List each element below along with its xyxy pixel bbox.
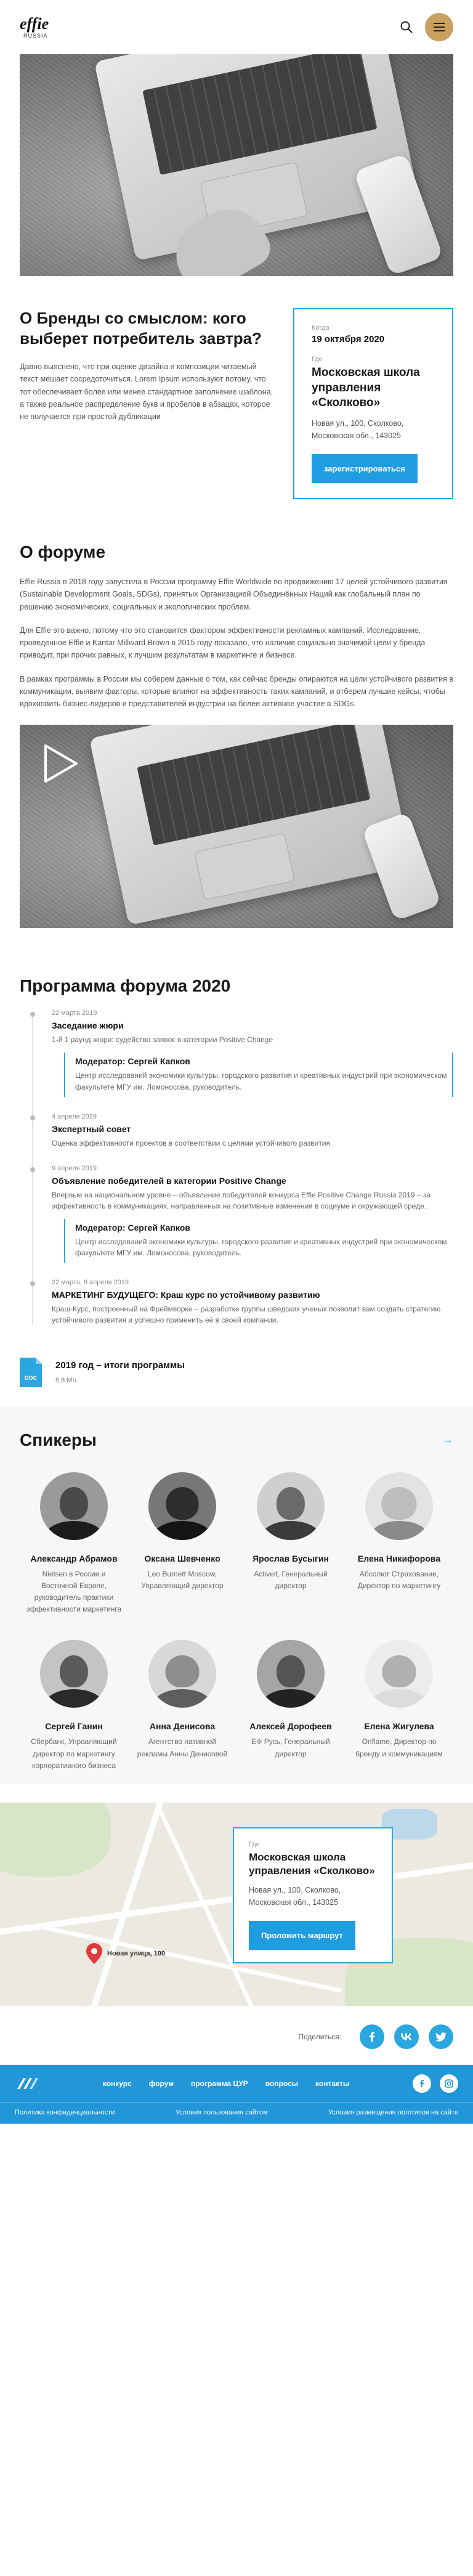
when-label: Когда xyxy=(312,324,329,332)
map-venue: Московская школа управления «Сколково» xyxy=(249,1851,375,1877)
speaker-name: Оксана Шевченко xyxy=(144,1553,220,1563)
logo-terms-link[interactable]: Условия размещения логотипов на сайте xyxy=(328,2109,458,2116)
facebook-icon[interactable] xyxy=(360,2024,384,2049)
speaker-role: Activeit, Генеральный директор xyxy=(254,1569,328,1590)
speaker-card[interactable] xyxy=(236,1640,345,1772)
avatar xyxy=(365,1472,433,1540)
about-paragraph-1: Effie Russia в 2018 году запустила в России программу Effie Worldwide по продвижению 17 целей устойчивого развития (Sustainable Development Goals, SDGs), принятых Организацией Объединённых Наций как глобальный план по решению экономических, социальных и экологических проблем. xyxy=(20,577,448,611)
program-item xyxy=(52,1165,453,1263)
speaker-role: Абсолют Страхование, Директор по маркетингу xyxy=(357,1569,441,1590)
doc-type-label: DOC xyxy=(25,1374,37,1381)
program-item xyxy=(52,1113,453,1149)
speaker-name: Елена Жигулева xyxy=(364,1721,434,1732)
register-button[interactable]: зарегистрироваться xyxy=(312,454,418,483)
footer-socials xyxy=(413,2074,458,2093)
speaker-name: Алексей Дорофеев xyxy=(249,1721,332,1732)
moderator-name: Модератор: Сергей Капков xyxy=(75,1222,190,1233)
speaker-card[interactable] xyxy=(345,1472,453,1616)
footer-nav-questions[interactable]: вопросы xyxy=(265,2079,299,2088)
footer-facebook-icon[interactable] xyxy=(413,2074,431,2093)
intro-title: О Бренды со смыслом: кого выберет потребитель завтра? xyxy=(20,309,262,348)
footer-nav-contacts[interactable]: контакты xyxy=(315,2079,350,2088)
search-icon[interactable] xyxy=(399,20,414,35)
moderator-block xyxy=(64,1219,453,1263)
map-pin[interactable] xyxy=(86,1943,165,1964)
speaker-card[interactable] xyxy=(20,1640,128,1772)
intro-section xyxy=(0,276,473,499)
speakers-title: Спикеры xyxy=(20,1430,97,1449)
moderator-desc: Центр исследований экономики культуры, городского развития и креативных индустрий при экономическом факультете МГУ им. Ломоносова, руководитель. xyxy=(75,1237,447,1258)
location-pin-icon xyxy=(86,1943,102,1964)
map-address: Новая ул., 100, Сколково, Московская обл., 143025 xyxy=(249,1886,341,1907)
program-title: Программа форума 2020 xyxy=(20,976,231,996)
program-item-desc: Краш-Курс, построенный на Фреймворке – разработке группы шведских ученых позволит вам создать стратегию устойчивого развития и успешно применить её в своей компании. xyxy=(52,1304,441,1324)
share-label: Поделиться: xyxy=(298,2032,341,2041)
about-title: О форуме xyxy=(20,542,106,562)
document-icon xyxy=(20,1358,42,1387)
program-item-date: 4 апреля 2019 xyxy=(52,1112,97,1120)
program-item-date: 9 апреля 2019 xyxy=(52,1164,97,1172)
effie-logo[interactable] xyxy=(20,16,49,39)
program-item xyxy=(52,1009,453,1096)
moderator-block xyxy=(64,1053,453,1096)
avatar xyxy=(148,1472,216,1540)
avatar xyxy=(365,1640,433,1708)
speaker-card[interactable] xyxy=(128,1472,236,1616)
about-paragraph-2: Для Effie это важно, потому что это становится фактором эффективности рекламных кампаний. Исследование, проведенное Effie и Kantar Millward Brown в 2015 году показало, что наличие социально значимой цели у бренда приводит, при прочих равных, к лучшим результатам в маркетинге и бизнесе. xyxy=(20,626,426,660)
location-map[interactable] xyxy=(0,1803,473,2006)
moderator-desc: Центр исследований экономики культуры, городского развития и креативных индустрий при экономическом факультете МГУ им. Ломоносова, руководитель. xyxy=(75,1071,447,1091)
timeline-dot xyxy=(30,1167,35,1172)
footer-links xyxy=(0,2102,473,2124)
avatar xyxy=(257,1472,325,1540)
about-paragraph-3: В рамках программы в России мы соберем данные о том, как сейчас бренды опираются на цели устойчивого развития в коммуникации, выявим факторы, которые влияют на эффективность таких кампаний, и отберем лучшие кейсы, чтобы вдохновить бизнес-лидеров и представителей индустрии на более активное участие в SDGs. xyxy=(20,674,453,709)
map-pin-label: Новая улица, 100 xyxy=(107,1950,166,1957)
program-item-desc: Оценка эффективности проектов в соответствии с целями устойчивого развития xyxy=(52,1138,331,1147)
arrow-right-icon[interactable]: → xyxy=(442,1433,453,1446)
route-button[interactable]: Проложить маршрут xyxy=(249,1921,355,1950)
program-item-desc: 1-й 1 раунд жюри: судейство заявок в категории Positive Change xyxy=(52,1035,273,1045)
speaker-card[interactable] xyxy=(236,1472,345,1616)
avatar xyxy=(257,1640,325,1708)
terms-of-use-link[interactable]: Условия пользования сайтом xyxy=(175,2109,268,2116)
footer-nav-contest[interactable]: конкурс xyxy=(102,2079,132,2088)
program-item-title[interactable]: Заседание жюри xyxy=(52,1021,124,1031)
program-item-desc: Впервые на национальном уровне – объявление победителей конкурса Effie Positive Change Russia 2019 – за эффективность в коммуникациях, направленных на позитивные изменения в социуме и окружающей среде. xyxy=(52,1190,431,1210)
speaker-name: Сергей Ганин xyxy=(45,1721,103,1732)
program-section xyxy=(0,928,473,1325)
speaker-name: Александр Абрамов xyxy=(30,1553,118,1563)
avatar xyxy=(148,1640,216,1708)
play-icon[interactable] xyxy=(38,742,81,785)
speaker-card[interactable] xyxy=(128,1640,236,1772)
footer-nav-forum[interactable]: форум xyxy=(148,2079,174,2088)
event-date: 19 октября 2020 xyxy=(312,334,385,344)
speakers-section xyxy=(0,1406,473,1784)
where-label: Где xyxy=(312,356,323,363)
timeline-dot xyxy=(30,1012,35,1017)
program-download[interactable] xyxy=(0,1342,473,1387)
logo-wordmark: effie xyxy=(20,14,49,33)
logo-subtitle: RUSSIA xyxy=(23,32,48,39)
speaker-name: Ярослав Бусыгин xyxy=(253,1553,329,1563)
speaker-card[interactable] xyxy=(345,1640,453,1772)
speaker-role: Oriflame, Директор по бренду и коммуникациям xyxy=(355,1737,443,1758)
speaker-card[interactable] xyxy=(20,1472,128,1616)
program-item xyxy=(52,1279,453,1326)
moderator-name: Модератор: Сергей Капков xyxy=(75,1056,190,1067)
download-title[interactable]: 2019 год – итоги программы xyxy=(55,1360,185,1371)
speaker-role: Сбербанк, Управляющий директор по маркетингу корпоративного бизнеса xyxy=(31,1737,117,1770)
footer-nav-sdg-program[interactable]: программа ЦУР xyxy=(191,2079,248,2088)
vk-icon[interactable] xyxy=(394,2024,419,2049)
speaker-name: Анна Денисова xyxy=(149,1721,216,1732)
footer-nav xyxy=(103,2079,349,2088)
speaker-role: Nielsen в России и Восточной Европе, руководитель практики эффективности маркетинга xyxy=(26,1569,122,1614)
avatar xyxy=(40,1472,108,1540)
privacy-policy-link[interactable]: Политика конфиденциальности xyxy=(15,2109,115,2116)
program-item-date: 22 марта 2019 xyxy=(52,1009,97,1017)
footer-logo-icon[interactable] xyxy=(15,2076,39,2092)
about-section xyxy=(0,499,473,710)
map-where-label: Где xyxy=(249,1841,260,1848)
avatar xyxy=(40,1640,108,1708)
speaker-role: Агентство нативной рекламы Анны Денисовой xyxy=(137,1737,228,1758)
site-footer xyxy=(0,2065,473,2124)
video-player[interactable] xyxy=(20,725,453,928)
program-item-title[interactable]: Экспертный совет xyxy=(52,1123,131,1134)
hero-image xyxy=(20,54,453,276)
hamburger-icon xyxy=(434,23,445,31)
event-card xyxy=(293,308,453,499)
speaker-role: Leo Burnett Moscow, Управляющий директор xyxy=(141,1569,224,1590)
header-actions xyxy=(399,13,453,41)
program-item-date: 22 марта, 8 апреля 2019 xyxy=(52,1278,129,1286)
event-venue: Московская школа управления «Сколково» xyxy=(312,366,420,410)
map-info-card xyxy=(233,1827,393,1963)
event-address: Новая ул., 100, Сколково, Московская обл., 143025 xyxy=(312,419,404,441)
program-item-title[interactable]: МАРКЕТИНГ БУДУЩЕГО: Краш курс по устойчивому развитию xyxy=(52,1289,320,1300)
twitter-icon[interactable] xyxy=(429,2024,453,2049)
speaker-name: Елена Никифорова xyxy=(357,1553,441,1563)
download-size: 8,6 Mb xyxy=(55,1377,76,1385)
program-item-title[interactable]: Объявление победителей в категории Positive Change xyxy=(52,1175,286,1186)
menu-button[interactable] xyxy=(425,13,453,41)
share-bar xyxy=(0,2006,473,2065)
speaker-role: ЕФ Русь, Генеральный директор xyxy=(251,1737,330,1758)
intro-text: Давно выяснено, что при оценке дизайна и композиции читаемый текст мешает сосредоточиться. Lorem Ipsum используют потому, что тот обеспечивает более или менее стандартное заполнение шаблона, а также реальное распределение букв и пробелов в абзацах, которое не получается при простой дубликации xyxy=(20,362,273,421)
speakers-grid xyxy=(20,1472,453,1772)
timeline-dot xyxy=(30,1115,35,1120)
footer-instagram-icon[interactable] xyxy=(440,2074,458,2093)
timeline-dot xyxy=(30,1281,35,1286)
program-timeline xyxy=(20,1009,453,1325)
site-header xyxy=(0,0,473,54)
